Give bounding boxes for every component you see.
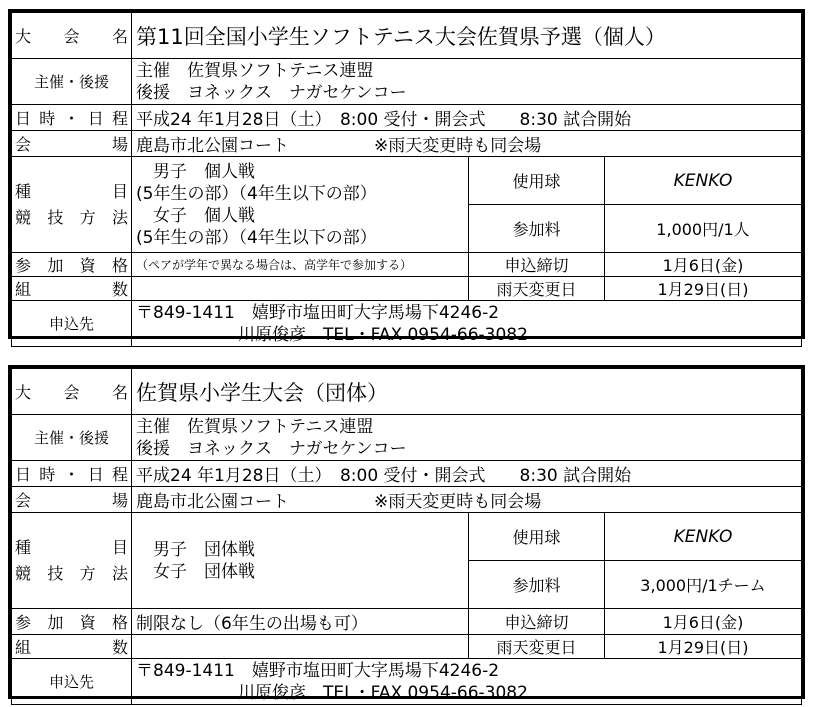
event-line: 男子 団体戦	[136, 539, 255, 560]
fee-value: 3,000円/1チーム	[605, 561, 802, 609]
deadline-label: 申込締切	[469, 253, 605, 277]
organizer-label: 主催・後援	[12, 59, 132, 105]
organizer-line: 主催 佐賀県ソフトテニス連盟	[136, 60, 374, 81]
fee-value: 1,000円/1人	[605, 205, 802, 253]
category-method-label	[12, 157, 132, 253]
rain-date-value: 1月29日(日)	[605, 277, 802, 301]
eligibility-label: 参加資格	[12, 609, 132, 635]
method-label: 競技方法	[15, 207, 128, 227]
event-detail-cell	[132, 157, 469, 253]
event-name-label: 大会名	[12, 13, 132, 59]
organizer-line: 主催 佐賀県ソフトテニス連盟	[136, 416, 374, 437]
address-cell	[132, 659, 802, 705]
ball-value: KENKO	[605, 513, 802, 561]
apply-to-label: 申込先	[12, 301, 132, 347]
tournament-table-individual	[8, 9, 805, 345]
groups-label: 組数	[12, 277, 132, 301]
event-line: (5年生の部）（4年生以下の部）	[136, 227, 377, 248]
rain-date-label: 雨天変更日	[469, 635, 605, 659]
venue-value: 鹿島市北公園コート ※雨天変更時も同会場	[132, 131, 802, 157]
apply-to-label: 申込先	[12, 659, 132, 705]
method-label: 競技方法	[15, 563, 128, 583]
event-line: 女子 個人戦	[136, 205, 255, 226]
address-cell	[132, 301, 802, 347]
contact-line: 川原俊彦 TEL・FAX 0954-66-3082	[136, 324, 528, 345]
groups-value	[132, 277, 469, 301]
eligibility-value: （ペアが学年で異なる場合は、高学年で参加する）	[132, 253, 469, 277]
deadline-label: 申込締切	[469, 609, 605, 635]
eligibility-label: 参加資格	[12, 253, 132, 277]
fee-label: 参加料	[469, 561, 605, 609]
address-line: 〒849-1411 嬉野市塩田町大字馬場下4246-2	[136, 302, 500, 323]
sponsor-line: 後援 ヨネックス ナガセケンコー	[136, 82, 407, 103]
tournament-table-team	[8, 365, 805, 703]
event-title: 第11回全国小学生ソフトテニス大会佐賀県予選（個人）	[132, 13, 802, 59]
venue-label: 会場	[12, 487, 132, 513]
groups-value	[132, 635, 469, 659]
ball-value: KENKO	[605, 157, 802, 205]
venue-label: 会場	[12, 131, 132, 157]
ball-label: 使用球	[469, 513, 605, 561]
category-label: 種目	[15, 537, 128, 557]
event-detail-cell	[132, 513, 469, 609]
deadline-value: 1月6日(金)	[605, 609, 802, 635]
datetime-label: 日時・日程	[12, 461, 132, 487]
organizer-cell	[132, 415, 802, 461]
rain-date-value: 1月29日(日)	[605, 635, 802, 659]
event-line: 女子 団体戦	[136, 561, 255, 582]
event-title: 佐賀県小学生大会（団体）	[132, 369, 802, 415]
eligibility-value: 制限なし（6年生の出場も可）	[132, 609, 469, 635]
contact-line: 川原俊彦 TEL・FAX 0954-66-3082	[136, 682, 528, 703]
event-line: (5年生の部）（4年生以下の部）	[136, 183, 377, 204]
datetime-value: 平成24 年1月28日（土） 8:00 受付・開会式 8:30 試合開始	[132, 105, 802, 131]
datetime-label: 日時・日程	[12, 105, 132, 131]
address-line: 〒849-1411 嬉野市塩田町大字馬場下4246-2	[136, 660, 500, 681]
deadline-value: 1月6日(金)	[605, 253, 802, 277]
venue-value: 鹿島市北公園コート ※雨天変更時も同会場	[132, 487, 802, 513]
datetime-value: 平成24 年1月28日（土） 8:00 受付・開会式 8:30 試合開始	[132, 461, 802, 487]
groups-label: 組数	[12, 635, 132, 659]
rain-date-label: 雨天変更日	[469, 277, 605, 301]
event-line: 男子 個人戦	[136, 161, 255, 182]
category-label: 種目	[15, 181, 128, 201]
organizer-label: 主催・後援	[12, 415, 132, 461]
ball-label: 使用球	[469, 157, 605, 205]
fee-label: 参加料	[469, 205, 605, 253]
category-method-label	[12, 513, 132, 609]
sponsor-line: 後援 ヨネックス ナガセケンコー	[136, 438, 407, 459]
event-name-label: 大会名	[12, 369, 132, 415]
organizer-cell	[132, 59, 802, 105]
